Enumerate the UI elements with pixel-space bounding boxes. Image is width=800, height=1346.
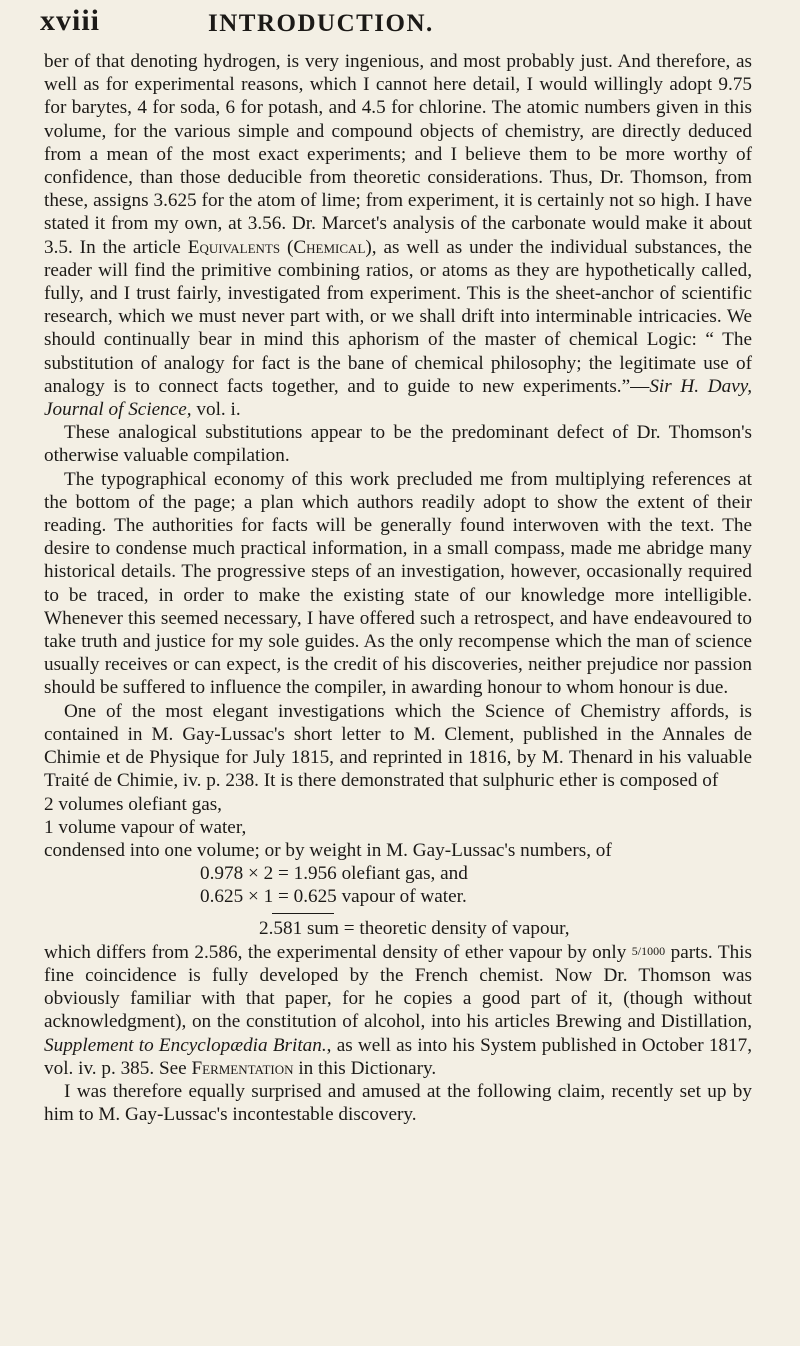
paragraph-3: The typographical economy of this work precluded me from multiplying references at the bottom of the page; a plan which authors readily adopt to show the extent of their reading. The authorities for facts will be generally found interwoven with the text. The desire to condense much practical information, in a small compass, made me abridge many historical details. The progressive steps of an investigation, however, occasionally required to be traced, in order to make the existing state of our knowledge more intelligible. Whenever this seemed necessary, I have offered such a retrospect, and have endeavoured to take truth and justice for my sole guides. As the only recompense which the man of science usually receives or can expect, is the credit of his discoveries, neither prejudice nor passion should be suffered to influence the compiler, in awarding honour to whom honour is due. [44,468,752,699]
paragraph-5: condensed into one volume; or by weight in M. Gay-Lussac's numbers, of [44,839,612,861]
paragraph-6-text-c: , as well as into his System published in October 1817, vol. iv. p. 385. See [44,1034,752,1079]
paragraph-6 [44,940,752,1080]
paragraph-4: One of the most elegant investigations which the Science of Chemistry affords, is contained in M. Gay-Lussac's short letter to M. Clement, published in the Annales de Chimie et de Physique for July 1815, and reprinted in 1816, by M. Thenard in his valuable Traité de Chimie, iv. p. 238. It is there demonstrated that sulphuric ether is composed of [44,700,752,792]
paragraph-6-text-d: in this Dictionary. [293,1057,437,1079]
paragraph-1-text-c: vol. i. [191,399,241,421]
paragraph-1-text-a: ber of that denoting hydrogen, is very ingenious, and most probably just. And therefore, as well as for experimental reasons, which I cannot here detail, I would willingly adopt 9.75 for barytes, 4 for soda, 6 for potash, and 4.5 for chlorine. The atomic numbers given in this volume, for the various simple and compound objects of chemistry, are directly deduced from a mean of the most exact experiments; and I believe them to be more worthy of confidence, than those deducible from theoretic considerations. Thus, Dr. Thomson, from these, assigns 3.625 for the atom of lime; from experiment, it is certainly not so high. I have stated it from my own, at 3.56. Dr. Marcet's analysis of the carbonate would make it about 3.5. In the article [44,51,752,258]
sum-line: 2.581 sum = theoretic density of vapour, [259,917,570,939]
sum-rule-divider [272,913,334,914]
paragraph-2: These analogical substitutions appear to be the predominant defect of Dr. Thomson's otherwise valuable compilation. [44,422,752,467]
paragraph-1-text-b: , as well as under the individual substances, the reader will find the primitive combining ratios, or atoms as they are hypothetically called, fully, and I trust fairly, investigated from experiment. This is the sheet-anchor of scientific research, which we must never part with, or we shall drift into interminable intricacies. We should continually bear in mind this aphorism of the master of chemical Logic: “ The substitution of analogy for fact is the bane of chemical philosophy; the legitimate use of analogy is to connect facts together, and to guide to new experiments.”— [44,236,752,397]
page-number: xviii [40,4,101,37]
formula-vapour-of-water: 0.625 × 1 = 0.625 vapour of water. [200,886,467,908]
paragraph-6-text-b: parts. This fine coincidence is fully developed by the French chemist. Now Dr. Thomson was obviously familiar with that paper, for he copies a good part of it, (though without acknowledgment), on the constitution of alcohol, into his articles Brewing and Distillation, [44,941,752,1033]
paragraph-7: I was therefore equally surprised and amused at the following claim, recently set up by him to M. Gay-Lussac's incontestable discovery. [44,1080,752,1126]
page-header [40,4,760,44]
citation-davy: Sir H. Davy, Journal of Science, [44,375,752,421]
paragraph-1 [44,50,752,421]
paragraph-6-text-a: which differs from 2.586, the experimental density of ether vapour by only [44,941,632,963]
composition-line-1: 2 volumes olefiant gas, [44,793,222,815]
formula-olefiant-gas: 0.978 × 2 = 1.956 olefiant gas, and [200,863,468,885]
running-title: INTRODUCTION. [208,10,434,37]
citation-supplement: Supplement to Encyclopædia Britan. [44,1034,327,1056]
cross-reference-equivalents: Equivalents (Chemical) [187,236,372,258]
fraction-value: 5/1000 [631,943,666,958]
body-text [44,50,752,1126]
cross-reference-fermentation: Fermentation [191,1057,294,1079]
composition-line-2: 1 volume vapour of water, [44,816,247,838]
